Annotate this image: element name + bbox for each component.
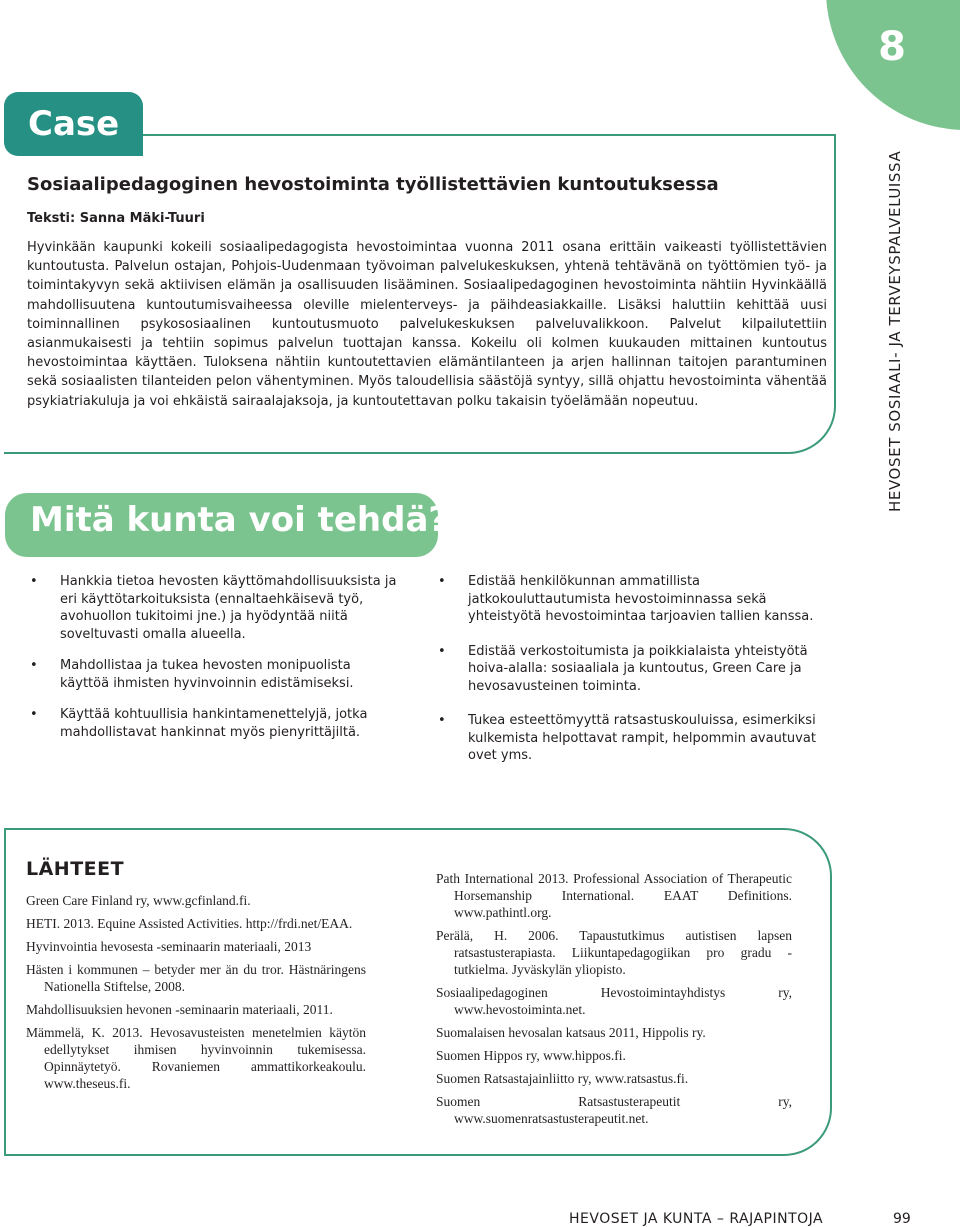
list-item: • Käyttää kohtuullisia hankintamenettelyjä, jotka mahdollistavat hankinnat myös pienyrittäjiltä. bbox=[26, 706, 402, 741]
action-list-right bbox=[434, 573, 824, 765]
reference-item: Perälä, H. 2006. Tapaustutkimus autistisen lapsen ratsastusterapiasta. Liikuntapedagogiikan pro gradu -tutkielma. Jyväskylän yliopisto. bbox=[436, 928, 792, 977]
chapter-number: 8 bbox=[878, 24, 906, 70]
list-item: • Edistää verkostoitumista ja poikkialaista yhteistyötä hoiva-alalla: sosiaaliala ja kuntoutus, Green Care ja hevosavusteinen toiminta. bbox=[434, 643, 824, 696]
reference-item: Suomen Hippos ry, www.hippos.fi. bbox=[436, 1048, 626, 1063]
reference-item: Hyvinvointia hevosesta -seminaarin materiaali, 2013 bbox=[26, 939, 312, 954]
reference-item: Hästen i kommunen – betyder mer än du tror. Hästnäringens Nationella Stiftelse, 2008. bbox=[26, 962, 366, 994]
what-heading: Mitä kunta voi tehdä? bbox=[30, 500, 449, 540]
action-list-left bbox=[26, 573, 402, 741]
list-item: • Mahdollistaa ja tukea hevosten monipuolista käyttöä ihmisten hyvinvoinnin edistämiseksi. bbox=[26, 657, 402, 692]
references-list-left bbox=[26, 892, 366, 1092]
reference-item: Mahdollisuuksien hevonen -seminaarin materiaali, 2011. bbox=[26, 1002, 333, 1017]
case-byline: Teksti: Sanna Mäki-Tuuri bbox=[27, 211, 205, 226]
case-body: Hyvinkään kaupunki kokeili sosiaalipedagogista hevostoimintaa vuonna 2011 osana erittäin vaikeasti työllistettävien kuntoutusta. Palvelun ostajan, Pohjois-Uudenmaan työvoiman palvelukeskuksen, yhtenä tehtävänä on työttömien työ- ja toimintakyvyn sekä aktiivisen elämän ja osallisuuden lisääminen. Sosiaalipedagoginen hevostoiminta nähtiin Hyvinkäällä mahdollisuutena kuntoutumisvaiheessa oleville mielenterveys- ja päihdeasiakkaille. Lisäksi haluttiin kehittää uusi toiminnallinen psykososiaalinen kuntoutusmuoto palvelukeskuksen palveluvalikkoon. Palvelut kilpailutettiin asianmukaisesti ja tehtiin sopimus palvelun tuottajan kanssa. Kokeilu oli kolmen kuukauden mittainen kuntoutus hevostoimintaa käyttäen. Tuloksena nähtiin kuntoutettavien elämäntilanteen ja arjen hallinnan taitojen parantuminen sekä sosiaalisten tilanteiden pelon vähentyminen. Myös taloudellisia säästöjä syntyy, sillä ohjattu hevostoiminta vähentää psykiatriakuluja ja voi ehkäistä sairaalajaksoja, ja kuntoutettavan polku takaisin työelämään nopeutuu. bbox=[27, 240, 827, 409]
reference-item: HETI. 2013. Equine Assisted Activities. http://frdi.net/EAA. bbox=[26, 916, 353, 931]
case-title: Sosiaalipedagoginen hevostoiminta työllistettävien kuntoutuksessa bbox=[27, 174, 719, 195]
list-item: • Edistää henkilökunnan ammatillista jatkokouluttautumista hevostoiminnassa sekä yhteistyötä hevostoimintaa tarjoavien tallien kanssa. bbox=[434, 573, 824, 626]
case-tab: Case bbox=[4, 92, 143, 156]
reference-item: Green Care Finland ry, www.gcfinland.fi. bbox=[26, 893, 251, 908]
reference-item: Sosiaalipedagoginen Hevostoimintayhdistys ry, www.hevostoiminta.net. bbox=[436, 985, 792, 1017]
reference-item: Mämmelä, K. 2013. Hevosavusteisten menetelmien käytön edellytykset ihmisen hyvinvoinnin tukemisessa. Opinnäytetyö. Rovaniemen ammattikorkeakoulu. www.theseus.fi. bbox=[26, 1025, 366, 1091]
reference-item: Suomalaisen hevosalan katsaus 2011, Hippolis ry. bbox=[436, 1025, 706, 1040]
references-list-right bbox=[436, 870, 792, 1127]
page-number: 99 bbox=[893, 1211, 911, 1227]
reference-item: Suomen Ratsastajainliitto ry, www.ratsastus.fi. bbox=[436, 1071, 689, 1086]
references-heading: LÄHTEET bbox=[26, 858, 125, 880]
list-item: • Tukea esteettömyyttä ratsastuskouluissa, esimerkiksi kulkemista helpottavat rampit, helpommin avautuvat ovet yms. bbox=[434, 712, 824, 765]
reference-item: Suomen Ratsastusterapeutit ry, www.suomenratsastusterapeutit.net. bbox=[436, 1094, 792, 1126]
list-item: • Hankkia tietoa hevosten käyttömahdollisuuksista ja eri käyttötarkoituksista (ennaltaehkäisevä työ, avohuollon tukitoimi jne.) ja hyödyntää niitä soveltuvasti omalla alueella. bbox=[26, 573, 402, 643]
footer-title: HEVOSET JA KUNTA – RAJAPINTOJA bbox=[569, 1211, 824, 1227]
section-side-label: HEVOSET SOSIAALI- JA TERVEYSPALVELUISSA bbox=[886, 150, 904, 512]
reference-item: Path International 2013. Professional Association of Therapeutic Horsemanship International. EAAT Definitions. www.pathintl.org. bbox=[436, 871, 792, 920]
